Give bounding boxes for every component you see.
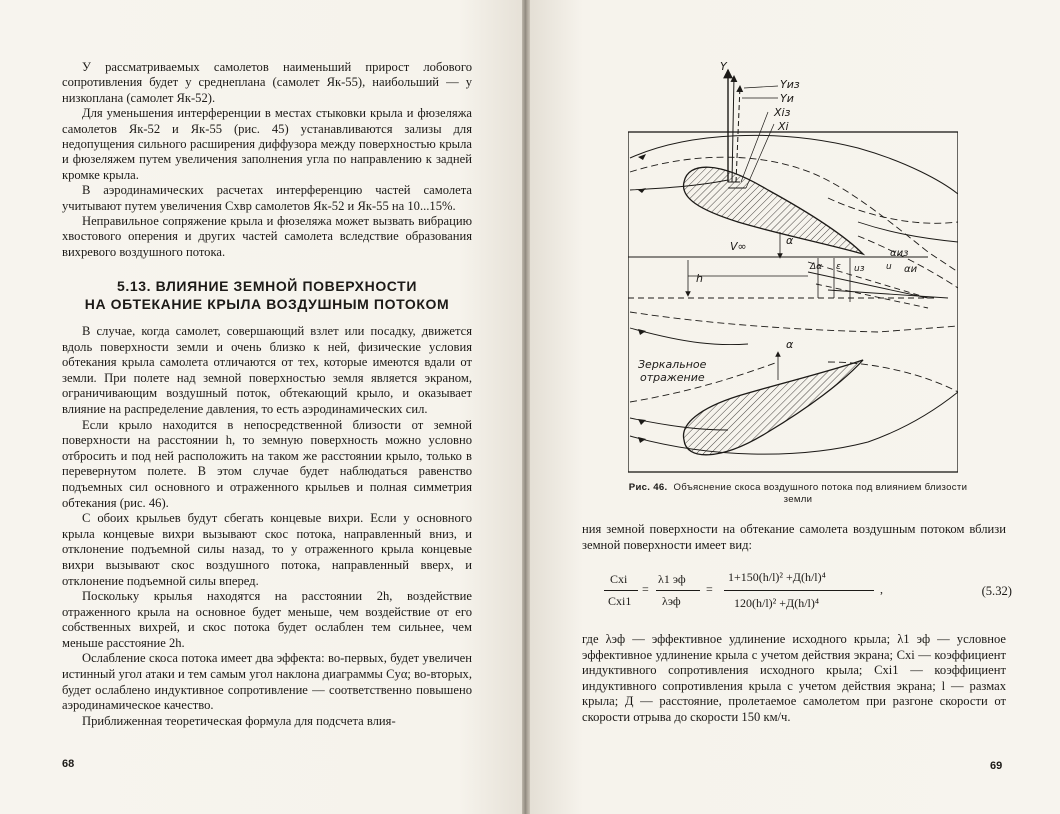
paragraph: В аэродинамических расчетах интерференцию частей самолета учитывают путем увеличения Cxвр самолетов Як-52 и Як-55 на 10...15%. bbox=[62, 183, 472, 213]
section-heading-line: НА ОБТЕКАНИЕ КРЫЛА ВОЗДУШНЫМ ПОТОКОМ bbox=[84, 296, 450, 312]
paragraph: Для уменьшения интерференции в местах стыковки крыла и фюзеляжа самолетов Як-52 и Як-55 (рис. 45) устанавливаются зализы для недопущения сильного расширения диффузора между поверхностью крыла и фюзеляжем путем увеличения заполнения угла по направлению к задней кромке крыла. bbox=[62, 106, 472, 182]
label-Y: Y bbox=[720, 60, 727, 73]
figure-46 bbox=[628, 62, 958, 476]
equals-sign: = bbox=[642, 582, 649, 596]
paragraph: В случае, когда самолет, совершающий взлет или посадку, движется вдоль поверхности земли и очень близко к ней, физические условия обтекания крыла самолета отличаются от тех, которые имеются вдали от земли. При полете над земной поверхностью земля является экраном, ограничивающим воздушный поток, обтекающий крыло, и оказывает влияние на распределение давления, то есть аэродинамических сил. bbox=[62, 324, 472, 416]
section-heading bbox=[62, 277, 472, 313]
vector-Yi bbox=[736, 86, 740, 182]
formula-rhs-num: 1+150(h/l)² +Д(h/l)⁴ bbox=[728, 570, 826, 584]
right-text-intro bbox=[582, 522, 1006, 553]
paragraph: У рассматриваемых самолетов наименьший прирост лобового сопротивления будет у среднеплана (самолет Як-55), наибольший — у низкоплана (самолет Як-52). bbox=[62, 60, 472, 105]
label-alpha-mirror: α bbox=[786, 338, 794, 351]
arrowhead bbox=[638, 154, 646, 160]
page-number: 69 bbox=[990, 760, 1003, 772]
paragraph: где λэф — эффективное удлинение исходного крыла; λ1 эф — условное эффективное удлинение крыла с учетом действия экрана; Cxi — коэффициент индуктивного сопротивления исходного крыла; Cxi1 — коэффициент индуктивного сопротивления крыла с учетом действия экрана; l — размах крыла; Д — расстояние, пролетаемое самолетом при разгоне скорости от скорости отрыва до скорости 150 км/ч. bbox=[582, 632, 1006, 724]
formula-lhs-den: Cxi1 bbox=[608, 594, 632, 608]
leader-line bbox=[744, 86, 778, 88]
flow-line bbox=[808, 272, 928, 298]
label-V: V∞ bbox=[730, 240, 747, 253]
label-Xi: Xi bbox=[778, 120, 789, 133]
equation-number: (5.32) bbox=[981, 584, 1012, 598]
streamline bbox=[828, 198, 958, 223]
wing-upper bbox=[683, 167, 863, 254]
label-Xiz: Xiз bbox=[774, 106, 791, 119]
equals-sign: = bbox=[706, 582, 713, 596]
vector-Yiz bbox=[732, 76, 734, 182]
label-u: u bbox=[886, 262, 892, 272]
label-dalpha: Δα bbox=[810, 262, 823, 272]
formula-mid-num: λ1 эф bbox=[658, 572, 686, 586]
paragraph: Поскольку крылья находятся на расстоянии 2h, воздействие отраженного крыла на основное будет меньше, чем воздействие от его собственных вихрей, и скос потока будет ослаблен тем сильнее, чем меньше расстояние 2h. bbox=[62, 589, 472, 650]
right-text-definitions bbox=[582, 632, 1006, 726]
paragraph: Приближенная теоретическая формула для подсчета влия- bbox=[82, 713, 396, 728]
formula-5-32 bbox=[582, 562, 1012, 626]
left-text-top bbox=[62, 60, 472, 260]
book-gutter bbox=[522, 0, 530, 814]
arrowhead bbox=[638, 419, 646, 425]
flow-line bbox=[816, 284, 928, 308]
caption-text: Объяснение скоса воздушного потока под влиянием близости земли bbox=[673, 482, 968, 505]
fraction-line bbox=[604, 590, 638, 591]
paragraph: Если крыло находится в непосредственной близости от земной поверхности на расстоянии h, то земную поверхность можно условно отбросить и под ней расположить на таком же расстоянии крыло, только в перевернутом полете. В этом случае будет наблюдаться равенство подъемных сил основного и отраженного крыльев и полная симметрия обтекания (рис. 46). bbox=[62, 417, 472, 510]
label-Yiz: Yиз bbox=[780, 78, 800, 91]
section-heading-line: 5.13. ВЛИЯНИЕ ЗЕМНОЙ ПОВЕРХНОСТИ bbox=[117, 278, 417, 294]
left-text-bottom bbox=[62, 324, 472, 729]
label-alpha-iz: αиз bbox=[890, 248, 909, 259]
flow-line bbox=[828, 290, 948, 298]
streamline bbox=[630, 135, 958, 194]
comma: , bbox=[880, 582, 883, 596]
figure-caption bbox=[618, 482, 978, 506]
label-mirror-2: отражение bbox=[640, 371, 705, 384]
caption-label: Рис. 46. bbox=[628, 482, 668, 493]
arrowhead bbox=[638, 188, 646, 193]
paragraph: Неправильное сопряжение крыла и фюзеляжа может вызвать вибрацию хвостового оперения и других частей самолета вследствие образования вихревого воздушного потока. bbox=[62, 214, 472, 259]
fraction-line bbox=[656, 590, 700, 591]
label-alpha-u: αи bbox=[904, 264, 918, 275]
formula-rhs-den: 120(h/l)² +Д(h/l)⁴ bbox=[734, 596, 820, 610]
label-uz: uз bbox=[854, 264, 865, 274]
paragraph: Ослабление скоса потока имеет два эффекта: во-первых, будет увеличен истинный угол атаки и тем самым угол наклона диаграммы Cyα; во-вторых, будет ослаблено индуктивное сопротивление — соответственно повышено аэродинамическое качество. bbox=[62, 651, 472, 713]
formula-lhs-num: Cxi bbox=[610, 572, 628, 586]
formula-mid-den: λэф bbox=[662, 594, 681, 608]
page-number: 68 bbox=[62, 758, 75, 770]
label-mirror-1: Зеркальное bbox=[638, 358, 707, 371]
streamline bbox=[630, 312, 958, 332]
label-eps: ε bbox=[836, 262, 841, 272]
wing-mirror bbox=[683, 360, 863, 455]
figure-frame bbox=[628, 132, 958, 472]
label-Yi: Yи bbox=[780, 92, 794, 105]
paragraph: ния земной поверхности на обтекание самолета воздушным потоком вблизи земной поверхности имеет вид: bbox=[582, 522, 1006, 552]
streamline bbox=[630, 328, 748, 345]
label-h: h bbox=[696, 272, 703, 285]
fraction-line bbox=[724, 590, 874, 591]
paragraph: С обоих крыльев будут сбегать концевые вихри. Если у основного крыла концевые вихри вызывают скос потока, направленный вниз, и отклонение подъемной силы назад, то у отраженного крыла концевые вихри вызывают скос воздушного потока, направленный вверх, и отклонение подъемной силы вперед. bbox=[62, 511, 472, 588]
streamline bbox=[858, 222, 958, 242]
label-alpha: α bbox=[786, 234, 794, 247]
